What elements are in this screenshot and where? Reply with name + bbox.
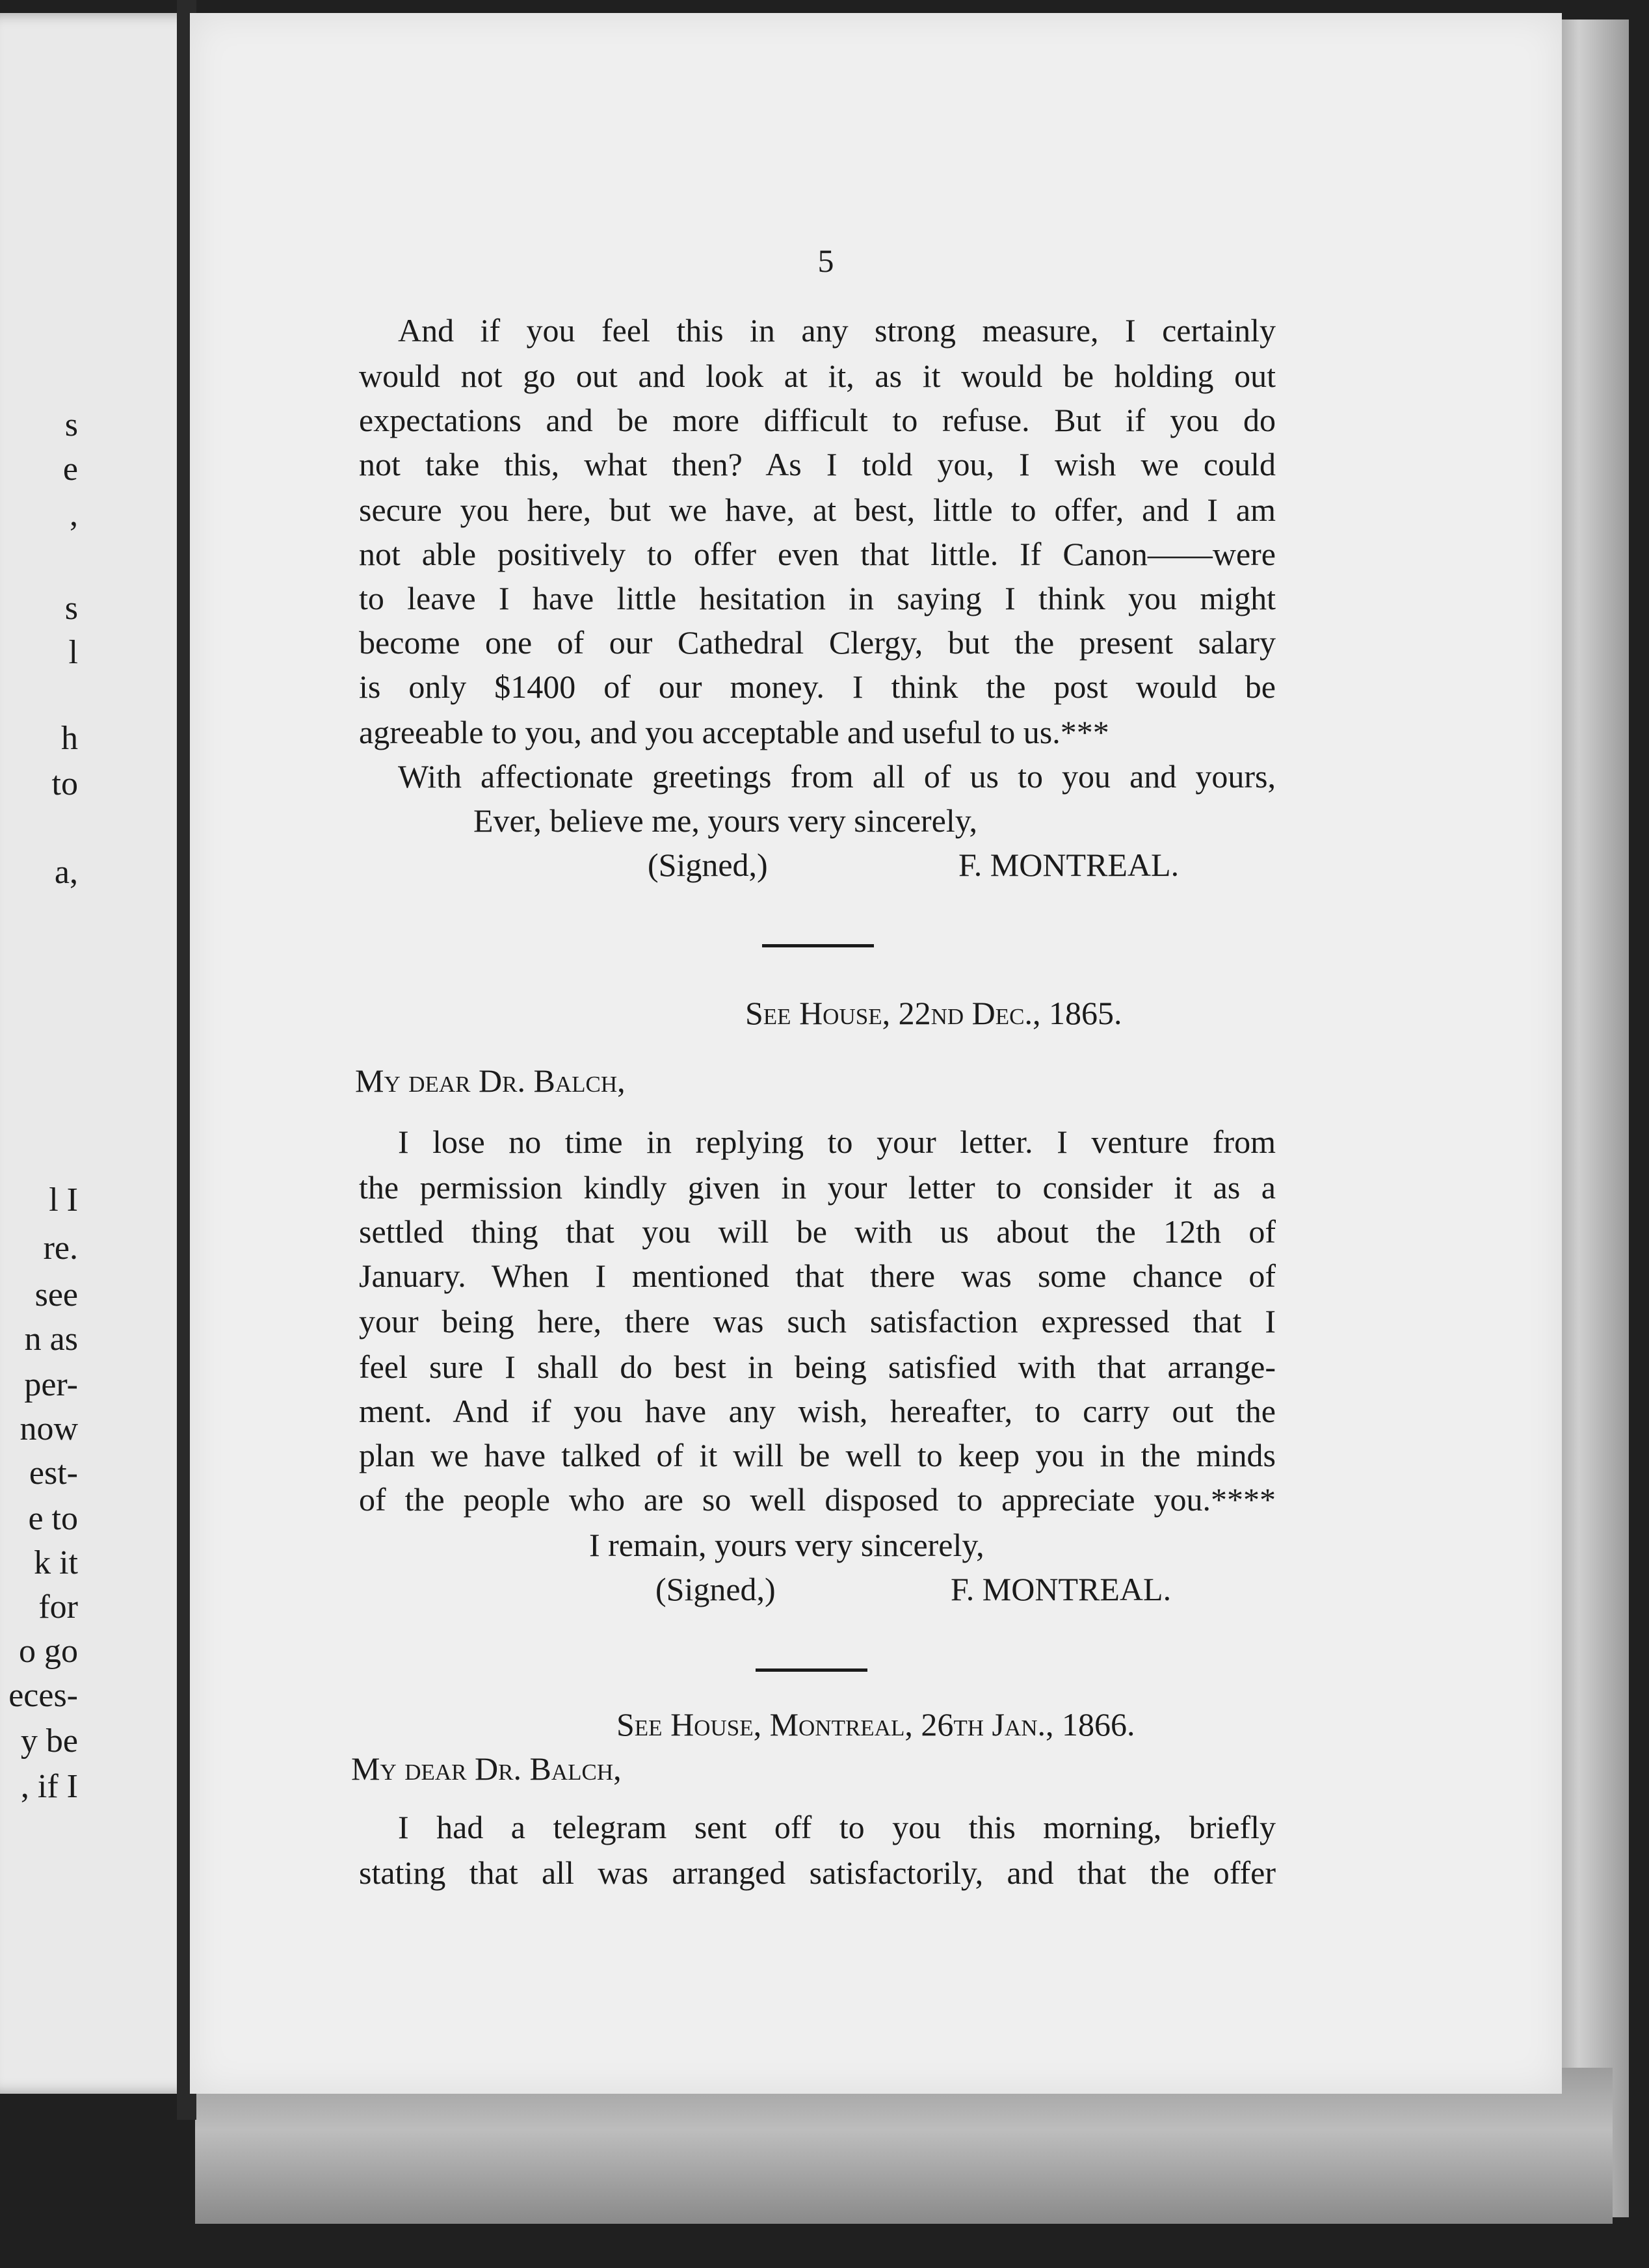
left-fragment: n as	[24, 1321, 78, 1358]
book-edge-right	[1557, 20, 1629, 2217]
closing-line: I remain, yours very sincerely,	[589, 1527, 984, 1563]
left-fragment: a,	[54, 854, 78, 891]
text-line: your being here, there was such satisfaction expressed that I	[359, 1303, 1276, 1339]
left-fragment: e to	[28, 1500, 78, 1537]
section-divider	[762, 944, 874, 947]
text-line: And if you feel this in any strong measure, I certainly	[398, 312, 1276, 349]
page-number: 5	[817, 243, 834, 279]
text-line: secure you here, but we have, at best, little to offer, and I am	[359, 492, 1276, 528]
left-fragment: ,	[70, 496, 78, 533]
text-line: January. When I mentioned that there was some chance of	[359, 1258, 1276, 1294]
left-fragment: , if I	[20, 1768, 78, 1805]
text-line: feel sure I shall do best in being satisfied with that arrange-	[359, 1349, 1276, 1385]
dateline: See House, Montreal, 26th Jan., 1866.	[616, 1706, 1135, 1743]
left-fragment: see	[34, 1276, 78, 1313]
left-fragment: s	[64, 590, 78, 627]
signature: F. MONTREAL.	[958, 847, 1180, 883]
text-line: plan we have talked of it will be well to keep you in the minds	[359, 1437, 1276, 1473]
left-fragment: est-	[29, 1455, 78, 1492]
left-fragment: now	[20, 1410, 78, 1447]
text-line: the permission kindly given in your letter to consider it as a	[359, 1169, 1276, 1206]
left-fragment: for	[38, 1589, 78, 1626]
text-line: With affectionate greetings from all of us to you and yours,	[398, 758, 1276, 795]
salutation: My dear Dr. Balch,	[355, 1062, 626, 1099]
salutation: My dear Dr. Balch,	[351, 1750, 622, 1787]
left-fragment: per-	[24, 1366, 78, 1403]
left-fragment: h	[61, 720, 78, 757]
text-line: I lose no time in replying to your letter. I venture from	[398, 1124, 1276, 1160]
left-fragment: eces-	[8, 1677, 78, 1714]
text-line: agreeable to you, and you acceptable and useful to us.***	[359, 714, 1109, 750]
left-fragment: re.	[43, 1230, 78, 1267]
text-line: of the people who are so well disposed to appreciate you.****	[359, 1481, 1276, 1518]
left-fragment: y be	[20, 1722, 78, 1760]
signed-label: (Signed,)	[648, 847, 768, 883]
left-fragment: l I	[49, 1181, 78, 1219]
text-line: I had a telegram sent off to you this morning, briefly	[398, 1809, 1276, 1845]
text-line: become one of our Cathedral Clergy, but the present salary	[359, 624, 1276, 661]
text-line: not able positively to offer even that little. If Canon——were	[359, 536, 1276, 572]
closing-line: Ever, believe me, yours very sincerely,	[473, 802, 977, 839]
left-fragment: o go	[19, 1633, 78, 1670]
text-line: is only $1400 of our money. I think the post would be	[359, 668, 1276, 705]
signature: F. MONTREAL.	[951, 1571, 1172, 1607]
left-fragment: s	[64, 406, 78, 443]
signed-label: (Signed,)	[655, 1571, 776, 1607]
text-line: would not go out and look at it, as it would be holding out	[359, 358, 1276, 394]
text-line: stating that all was arranged satisfactorily, and that the offer	[359, 1854, 1276, 1891]
left-fragment: e	[62, 451, 78, 488]
left-fragment: k it	[34, 1544, 78, 1581]
text-line: settled thing that you will be with us about the 12th of	[359, 1213, 1276, 1250]
dateline: See House, 22nd Dec., 1865.	[745, 995, 1122, 1031]
text-line: not take this, what then? As I told you, I wish we could	[359, 446, 1276, 482]
text-line: to leave I have little hesitation in saying I think you might	[359, 580, 1276, 616]
text-line: ment. And if you have any wish, hereafter, to carry out the	[359, 1393, 1276, 1429]
text-line: expectations and be more difficult to refuse. But if you do	[359, 402, 1276, 438]
section-divider	[756, 1668, 867, 1672]
left-fragment: to	[51, 765, 78, 802]
left-fragment: l	[68, 634, 78, 671]
